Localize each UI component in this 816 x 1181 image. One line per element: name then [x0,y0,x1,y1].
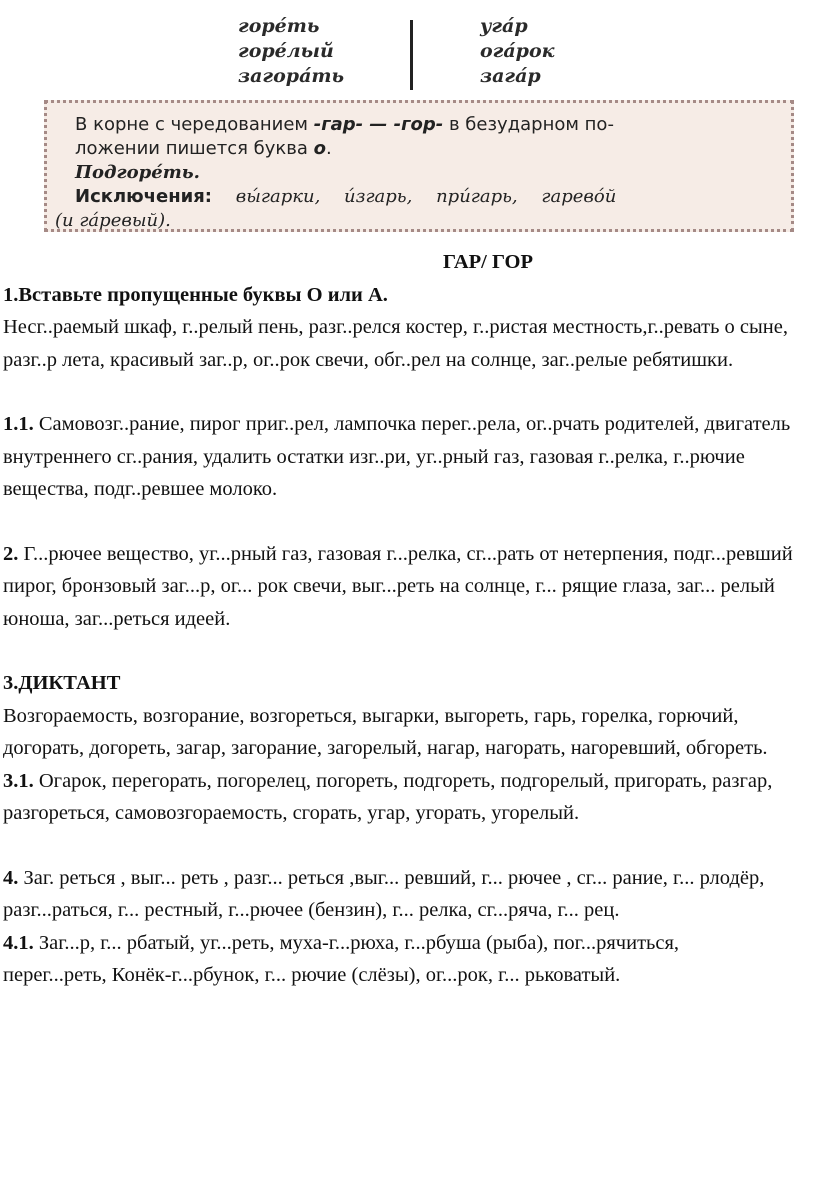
exceptions-tail: (и га́ревый). [55,210,171,231]
word-item: горе́лый [238,40,334,62]
worksheet-content [3,240,803,992]
task-text: Заг...р, г... рбатый, уг...реть, муха-г...рюха, г...рбуша (рыба), пог...рячиться, [33,931,680,954]
rule-text: ложении пишется буква [75,138,314,159]
task-number: 4. [3,866,19,889]
task-text: Самовозг..рание, пирог приг..рел, лампочка перег..рела, ог..рчать родителей, двигатель внутреннего сг..рания, удалить остатки изг..ри, уг..рный газ, газовая г..релка, г..рючие вещества, подг..ревшее молоко. [3,413,791,500]
rule-line-2 [75,137,777,161]
task-4-1-continued: перег...реть, Конёк-г...рбунок, г... рючие (слёзы), ог...рок, г... рьковатый. [3,964,621,986]
task-text: Огарок, перегорать, погорелец, погореть, подгореть, подгорелый, пригорать, разгар, разгореться, самовозгораемость, сгорать, угар, угорать, угорелый. [3,769,773,824]
word-item: уга́р [480,15,528,37]
word-item: зага́р [480,65,541,87]
rule-letter: о [313,138,326,159]
rule-exceptions [75,185,777,209]
rule-text: в безударном по- [443,114,614,135]
exception-word: вы́гарки, [235,186,321,207]
word-item: загора́ть [238,65,345,87]
rule-line-1 [75,113,777,137]
task-3-text: Возгораемость, возгорание, возгореться, выгарки, выгореть, гарь, горелка, горючий, догорать, догореть, загар, загорание, загорелый, нагар, нагорать, нагоревший, обгореть. [3,704,768,759]
exceptions-label: Исключения: [75,186,213,207]
exception-word: и́згарь, [344,186,413,207]
task-4 [3,862,803,927]
word-column-left [238,14,344,89]
column-divider [410,20,413,90]
rule-text: . [326,138,332,159]
task-3-heading: 3.ДИКТАНТ [3,672,121,694]
task-number: 4.1. [3,931,34,954]
task-number: 3.1. [3,769,34,792]
exception-word: гарево́й [541,186,617,207]
exception-word: при́гарь, [436,186,518,207]
task-1-1 [3,408,803,506]
task-4-1 [3,927,803,960]
task-1-text: Несг..раемый шкаф, г..релый пень, разг..релся костер, г..ристая местность,г..ревать о сыне, разг..р лета, красивый заг..р, ог..рок свечи, обг..рел на солнце, заг..релые ребятишки. [3,316,788,371]
page-title: ГАР/ ГОР [443,251,533,273]
rule-morpheme: -гар- — -гор- [313,114,444,135]
word-item: ога́рок [480,40,555,62]
rule-example: Подгоре́ть. [75,162,200,183]
task-number: 2. [3,542,19,565]
task-2 [3,538,803,636]
task-text: Г...рючее вещество, уг...рный газ, газовая г...релка, сг...рать от нетерпения, подг...ревший пирог, бронзовый заг...р, ог... рок свечи, выг...реть на солнце, г... рящие глаза, заг... релый юноша, заг...реться идеей. [3,542,793,630]
word-item: горе́ть [238,15,320,37]
task-1-heading: 1.Вставьте пропущенные буквы О или А. [3,283,388,306]
task-3-1 [3,765,803,830]
task-text: Заг. реться , выг... реть , разг... реться ,выг... ревший, г... рючее , сг... рание, г... рлодёр, разг...раться, г... рестный, г...рючее (бензин), г... релка, сг...ряча, г... рец. [3,866,765,921]
word-column-right [480,14,555,89]
rule-box [44,100,794,232]
task-number: 1.1. [3,413,34,435]
rule-text: В корне с чередованием [75,114,314,135]
